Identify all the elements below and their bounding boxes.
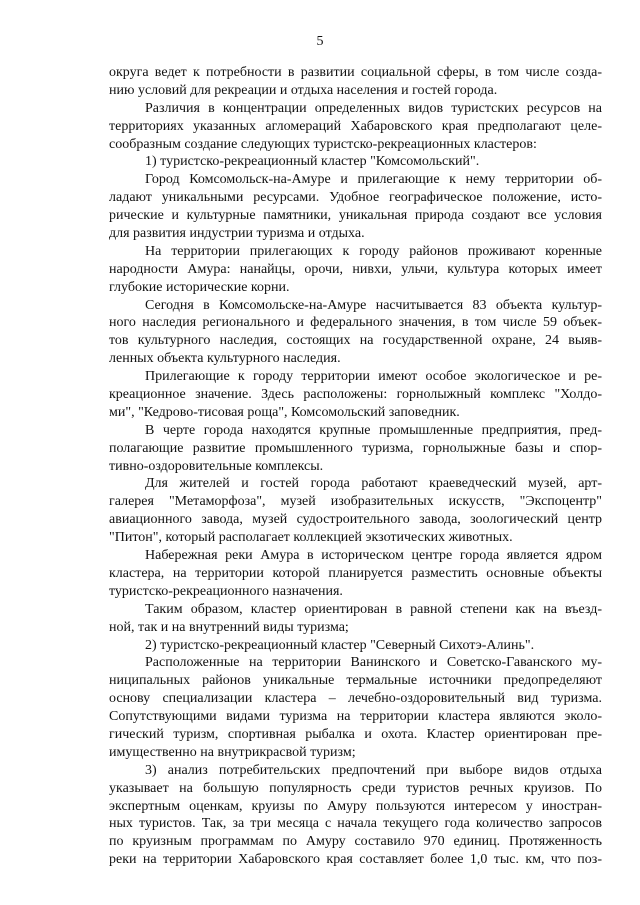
- text-line: территориях указанных агломераций Хабаровского края предполагают целе-: [109, 118, 602, 134]
- text-line: ладают уникальными ресурсами. Удобное географическое положение, исто-: [109, 190, 602, 206]
- text-line: народности Амура: нанайцы, орочи, нивхи, ульчи, культура которых имеет: [109, 261, 602, 277]
- text-line: 1) туристско-рекреационный кластер "Комсомольский".: [145, 154, 480, 170]
- text-line: Для жителей и гостей города работают краеведческий музей, арт-: [145, 476, 602, 492]
- text-line: ной, так и на внутренний виды туризма;: [109, 619, 349, 635]
- text-line: ми", "Кедрово-тисовая роща", Комсомольский заповедник.: [109, 404, 460, 420]
- text-line: В черте города находятся крупные промышленные предприятия, пред-: [145, 422, 602, 438]
- text-line: округа ведет к потребности в развитии социальной сферы, в том числе созда-: [109, 65, 602, 80]
- text-line: "Питон", который располагает коллекцией экзотических животных.: [109, 530, 513, 546]
- text-line: Расположенные на территории Ванинского и Советско-Гаванского му-: [145, 655, 602, 671]
- text-line: Прилегающие к городу территории имеют особое экологическое и ре-: [145, 369, 602, 385]
- text-line: Набережная реки Амура в историческом центре города является ядром: [145, 548, 602, 564]
- text-line: по круизным программам по Амуру составило 970 единиц. Протяженность: [109, 834, 602, 850]
- text-line: рические и культурные памятники, уникальная природа создают все условия: [109, 208, 602, 224]
- text-line: туристско-рекреационного назначения.: [109, 583, 343, 599]
- text-line: основу специализации кластера – лечебно-оздоровительный вид туризма.: [109, 691, 602, 707]
- page-number: 5: [316, 34, 324, 49]
- text-line: указывает на большую популярность среди туристов речных круизов. По: [109, 780, 602, 796]
- text-line: тов культурного наследия, состоящих на государственной охране, 24 выяв-: [109, 333, 602, 349]
- text-line: для развития индустрии туризма и отдыха.: [109, 226, 365, 242]
- text-line: Сопутствующими видами туризма на территории кластера являются эколо-: [109, 709, 602, 725]
- text-line: гический туризм, спортивная рыбалка и охота. Кластер ориентирован пре-: [109, 726, 602, 742]
- text-line: экспертным оценкам, круизы по Амуру пользуются интересом у иностран-: [109, 798, 602, 814]
- text-line: ленных объекта культурного наследия.: [109, 351, 341, 367]
- text-line: ного наследия регионального и федерального значения, в том числе 59 объек-: [109, 315, 602, 331]
- text-line: Таким образом, кластер ориентирован в равной степени как на въезд-: [145, 601, 602, 617]
- text-line: кластера, на территории которой планируется разместить основные объекты: [109, 565, 602, 581]
- text-line: 3) анализ потребительских предпочтений при выборе видов отдыха: [145, 762, 602, 778]
- text-line: Город Комсомольск-на-Амуре и прилегающие к нему территории об-: [145, 172, 602, 188]
- text-line: ниципальных районов уникальные термальные источники предопределяют: [109, 673, 602, 689]
- text-line: Различия в концентрации определенных видов туристских ресурсов на: [145, 100, 602, 116]
- text-line: 2) туристско-рекреационный кластер "Северный Сихотэ-Алинь".: [145, 637, 535, 653]
- text-line: реки на территории Хабаровского края составляет более 1,0 тыс. км, что поз-: [109, 852, 602, 868]
- text-line: галерея "Метаморфоза", музей изобразительных искусств, "Экспоцентр": [109, 494, 602, 510]
- text-line: сообразным создание следующих туристско-рекреационных кластеров:: [109, 136, 537, 152]
- text-line: глубокие исторические корни.: [109, 279, 290, 295]
- text-line: тивно-оздоровительные комплексы.: [109, 458, 324, 474]
- text-line: имущественно на внутрикрасвой туризм;: [109, 744, 356, 760]
- text-line: На территории прилегающих к городу районов проживают коренные: [145, 243, 602, 259]
- text-line: нию условий для рекреации и отдыха населения и гостей города.: [109, 82, 498, 98]
- text-line: ных туристов. Так, за три месяца с начала текущего года количество запросов: [109, 816, 602, 832]
- text-line: креационное значение. Здесь расположены: горнолыжный комплекс "Холдо-: [109, 387, 602, 403]
- text-line: полагающие развитие промышленного туризма, горнолыжные базы и спор-: [109, 440, 602, 456]
- text-line: Сегодня в Комсомольске-на-Амуре насчитывается 83 объекта культур-: [145, 297, 602, 313]
- document-body: [109, 64, 602, 869]
- text-line: авиационного завода, музей судостроительного завода, зоологический центр: [109, 512, 602, 528]
